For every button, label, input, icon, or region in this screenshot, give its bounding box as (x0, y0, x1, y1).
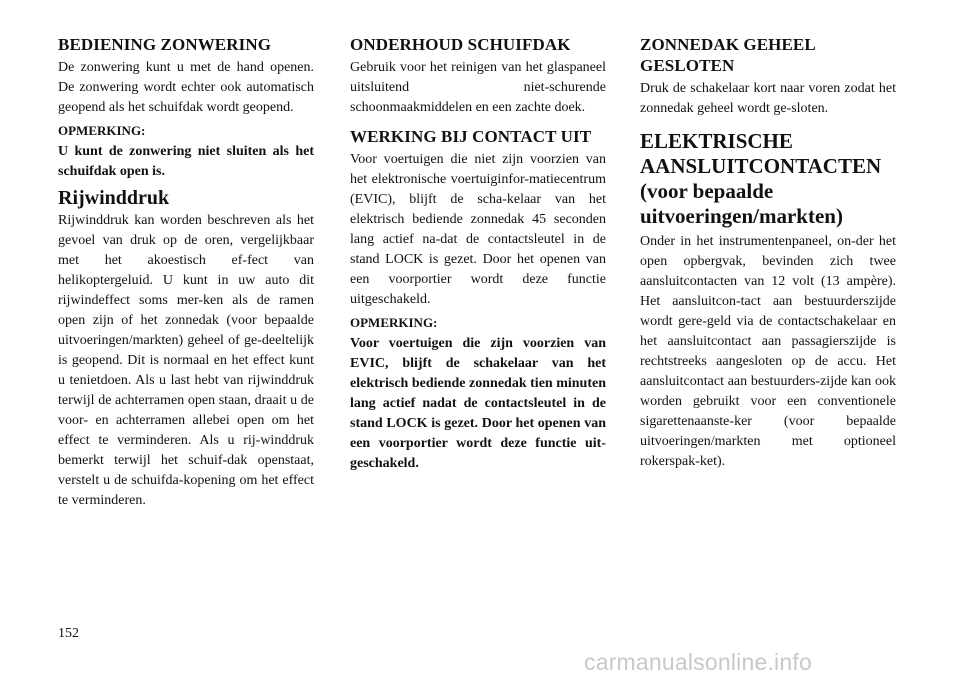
note-text-zonwering: U kunt de zonwering niet sluiten als het schuifdak open is. (58, 144, 314, 179)
note-label: OPMERKING: (58, 123, 146, 138)
note-label: OPMERKING: (350, 315, 438, 330)
heading-rijwinddruk: Rijwinddruk (58, 187, 170, 209)
column-middle (350, 34, 606, 479)
watermark: carmanualsonline.info (584, 649, 812, 675)
paragraph-aansluitcontacten: Onder in het instrumentenpaneel, on-der het open opbergvak, bevinden zich twee aansluitcontacten van 12 volt (13 ampère). Het aansluitcon-tact aan bestuurderszijde wordt gere-geld via de contactschakelaar en het aansluitcontact aan passagierszijde is rechtstreeks aangesloten op de accu. Het aansluitcontact aan bestuurders-zijde kan ook worden gebruikt voor een conventionele sigarettenaanste-ker (voor bepaalde uitvoeringen/markten met optioneel rokerspak-ket). (640, 234, 896, 469)
heading-zonnedak-geheel-gesloten: ZONNEDAK GEHEEL GESLOTEN (640, 35, 815, 75)
paragraph-zonwering: De zonwering kunt u met de hand openen. De zonwering wordt echter ook automatisch geopend als het schuifdak wordt geopend. (58, 60, 314, 115)
column-right (640, 34, 896, 477)
column-left (58, 34, 314, 516)
note-text-evic: Voor voertuigen die zijn voorzien van EVIC, blijft de schakelaar van het elektrisch bediende zonnedak tien minuten lang actief nadat de contactsleutel in de stand LOCK is gezet. Door het openen van een voorportier wordt deze functie uit-geschakeld. (350, 336, 606, 471)
paragraph-werking: Voor voertuigen die niet zijn voorzien van het elektronische voertuiginfor-matiecentrum (EVIC), blijft de scha-kelaar van het elektrisch bediende zonnedak 45 seconden lang actief na-dat de contactsleutel in de stand LOCK is gezet. Door het openen van een voorportier wordt deze functie uitgeschakeld. (350, 152, 606, 307)
heading-onderhoud-schuifdak: ONDERHOUD SCHUIFDAK (350, 35, 571, 54)
paragraph-zonnedak: Druk de schakelaar kort naar voren zodat het zonnedak geheel wordt ge-sloten. (640, 81, 896, 116)
page-number: 152 (58, 626, 79, 641)
heading-werking-bij-contact-uit: WERKING BIJ CONTACT UIT (350, 127, 592, 146)
paragraph-onderhoud: Gebruik voor het reinigen van het glaspaneel uitsluitend niet-schurende schoonmaakmiddelen en een zachte doek. (350, 60, 606, 115)
paragraph-rijwinddruk: Rijwinddruk kan worden beschreven als het gevoel van druk op de oren, vergelijkbaar met het akoestisch ef-fect van helikoptergeluid. U kunt in uw auto dit rijwindeffect soms mer-ken als de ramen open zijn of het zonnedak (voor bepaalde uitvoeringen/markten) geheel of ge-deeltelijk is geopend. Dit is normaal en het effect kunt u tenietdoen. Als u last hebt van rijwinddruk terwijl de achterramen open staan, draait u de voor- en achterramen allebei open om het effect te verminderen. Als u rij-winddruk bemerkt terwijl het schuif-dak openstaat, verstelt u de schuifda-kopening om het effect te verminderen. (58, 213, 314, 508)
heading-bediening-zonwering: BEDIENING ZONWERING (58, 35, 272, 54)
heading-elektrische-aansluitcontacten: ELEKTRISCHE AANSLUITCONTACTEN (voor bepaalde uitvoeringen/markten) (640, 129, 882, 228)
